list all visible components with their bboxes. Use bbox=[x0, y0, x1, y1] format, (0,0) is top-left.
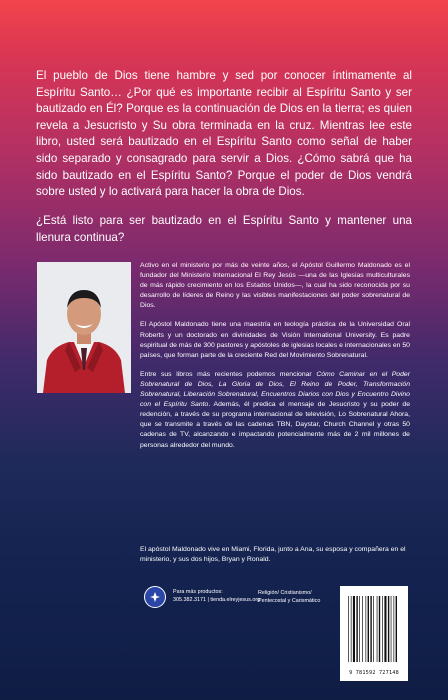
products-label: Para más productos: bbox=[173, 589, 223, 595]
bio-paragraph: El apóstol Maldonado vive en Miami, Florida, junto a Ana, su esposa y compañera en el ministerio, y sus dos hijos, Bryan y Ronald. bbox=[140, 546, 406, 564]
isbn-number: 9 781592 727148 bbox=[349, 670, 399, 676]
closing-question: ¿Está listo para ser bautizado en el Espíritu Santo y mantener una llenura continua? bbox=[36, 214, 412, 244]
category-line: Religión/ Cristianismo/ bbox=[258, 590, 312, 596]
barcode-icon bbox=[346, 592, 402, 668]
bio-text: . Además, él predica el mensaje de Jesucristo y su poder de redención, a través de su programa internacional de televisión, Lo Sobrenatural Ahora, que se transmite a través de las cadenas TBN, Daystar, Church Channel y otras 50 cadenas de TV, alcanzando e impactando potencialmente más de 2 mil millones de personas alrededor del mundo. bbox=[140, 401, 410, 449]
publisher-logo-icon bbox=[144, 586, 166, 608]
bio-paragraph: El Apóstol Maldonado tiene una maestría en teología práctica de la Universidad Oral Roberts y un doctorado en divinidades de Visión International University. Es padre espiritual de más de 300 pastores y apóstoles de iglesias locales e internacionales en 50 países, que forman parte de la creciente Red del Movimiento Sobrenatural. bbox=[140, 321, 410, 359]
isbn-barcode bbox=[340, 586, 408, 681]
products-info bbox=[173, 588, 260, 604]
main-blurb: El pueblo de Dios tiene hambre y sed por conocer íntimamente al Espíritu Santo… ¿Por qué es importante recibir al Espíritu Santo y ser bautizado en Él? Porque es la continuación de Dios en la tierra; es quien revela a Jesucristo y Su obra terminada en la cruz. Mientras lee este libro, usted será bautizado en el Espíritu Santo como señal de haber sido separado y consagrado para servir a Dios. ¿Cómo sabrá que ha sido bautizado en el Espíritu Santo? Porque el poder de Dios vendrá sobre usted y lo activará para hacer la obra de Dios. bbox=[36, 69, 412, 199]
bio-paragraph: Activo en el ministerio por más de veinte años, el Apóstol Guillermo Maldonado es el fundador del Ministerio Internacional El Rey Jesús —una de las Iglesias multiculturales de más rápido crecimiento en los Estados Unidos—, la cual ha sido reconocida por su desarrollo de líderes de Reino y las visibles manifestaciones del poder sobrenatural de Dios. bbox=[140, 262, 410, 310]
bio-paragraph bbox=[140, 370, 410, 451]
author-bio bbox=[140, 261, 410, 460]
book-titles: Cómo Caminar en el Poder Sobrenatural de Dios, La Gloria de Dios, El Reino de Poder, Transformación Sobrenatural, Liberación Sobrenatural, Encuentros Diarios con Dios y Encuentro Divino con el Espíritu Santo bbox=[140, 370, 410, 409]
category-line: Pentecostal y Carismático bbox=[258, 598, 321, 604]
bio-text: Entre sus libros más recientes podemos mencionar bbox=[140, 370, 317, 378]
author-photo bbox=[37, 262, 131, 393]
contact-info[interactable]: 305.382.3171 | tienda.elreyjesus.org bbox=[173, 597, 261, 603]
category-info bbox=[258, 589, 320, 605]
